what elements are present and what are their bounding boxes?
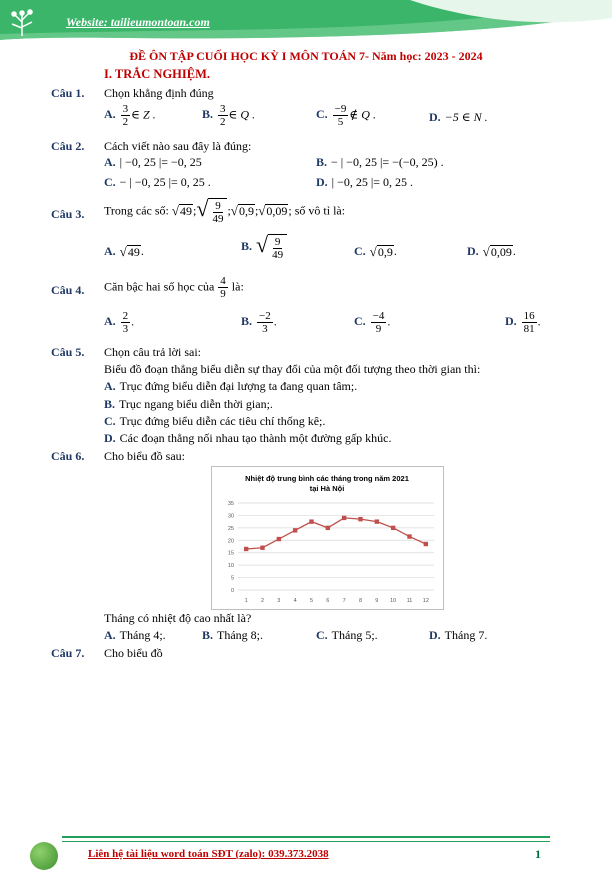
- option-letter: C.: [316, 107, 328, 122]
- y-tick-label: 5: [230, 575, 234, 582]
- y-tick-label: 30: [227, 513, 234, 520]
- x-tick-label: 12: [422, 598, 429, 604]
- denominator: 3: [262, 323, 268, 336]
- option-b[interactable]: [104, 397, 273, 412]
- option-d[interactable]: [429, 110, 488, 125]
- option-letter: A.: [104, 107, 116, 122]
- option-text: Các đoạn thẳng nối nhau tạo thành một đường gấp khúc.: [119, 431, 392, 445]
- question-label: Câu 1.: [51, 86, 85, 100]
- denominator: 5: [337, 116, 344, 129]
- option-c[interactable]: [316, 103, 376, 128]
- numerator: 4: [220, 275, 226, 287]
- sqrt-expression: √ $\frac{9}{49}$: [256, 234, 287, 261]
- question-text: [104, 275, 244, 300]
- option-d[interactable]: [429, 628, 487, 643]
- numerator: 9: [215, 200, 221, 212]
- option-letter: D.: [505, 314, 517, 329]
- series-line: [246, 518, 426, 549]
- option-letter: A.: [104, 314, 116, 329]
- y-tick-label: 25: [227, 525, 234, 532]
- chart-subtitle: tại Hà Nội: [309, 484, 345, 493]
- denominator: 3: [122, 323, 129, 336]
- numerator: 3: [122, 103, 129, 115]
- denominator: 9: [375, 323, 382, 336]
- option-letter: B.: [316, 155, 328, 169]
- question-text: Chọn khẳng định đúng: [104, 86, 214, 100]
- option-b[interactable]: [316, 155, 444, 170]
- option-letter: B.: [104, 397, 116, 411]
- option-c[interactable]: [104, 175, 211, 190]
- option-letter: A.: [104, 244, 116, 258]
- data-point: [391, 526, 395, 530]
- data-point: [277, 537, 281, 541]
- question-label: Câu 7.: [51, 646, 85, 660]
- option-letter: C.: [316, 628, 328, 642]
- option-letter: B.: [202, 107, 214, 122]
- option-text: Trục đứng biểu diễn các tiêu chí thống kê;.: [119, 414, 326, 428]
- question-text-2: Biểu đồ đoạn thẳng biểu diễn sự thay đổi của một đối tượng theo thời gian thì:: [104, 362, 481, 376]
- option-letter: B.: [202, 628, 214, 642]
- data-point: [358, 517, 362, 521]
- website-link[interactable]: Website: tailieumontoan.com: [66, 15, 210, 29]
- data-point: [342, 516, 346, 520]
- option-c[interactable]: [316, 628, 378, 643]
- option-letter: C.: [104, 175, 116, 189]
- option-letter: A.: [104, 379, 116, 393]
- option-d[interactable]: [316, 175, 413, 190]
- option-c[interactable]: [354, 310, 390, 335]
- fraction: [270, 236, 285, 261]
- radicand: 49: [127, 244, 140, 259]
- question-text: [104, 198, 345, 225]
- option-letter: B.: [241, 239, 253, 254]
- option-text: Tháng 4;.: [119, 628, 166, 642]
- fraction: [210, 200, 225, 225]
- fraction: [522, 310, 537, 335]
- radicand: 0,09: [266, 204, 288, 219]
- option-text: − | −0, 25 |= 0, 25 .: [119, 175, 211, 189]
- option-text: ∈ Z .: [131, 107, 156, 122]
- radicand: 0,9: [377, 244, 393, 259]
- option-letter: D.: [429, 110, 441, 124]
- y-tick-label: 10: [227, 563, 234, 570]
- line-chart: [212, 467, 443, 609]
- option-c[interactable]: [104, 414, 325, 429]
- option-d[interactable]: [104, 431, 391, 446]
- option-text: Trục đứng biểu diễn đại lượng ta đang quan tâm;.: [119, 379, 358, 393]
- radicand: 0,9: [238, 204, 254, 219]
- page-header: [0, 0, 612, 44]
- data-point: [293, 528, 297, 532]
- data-point: [424, 542, 428, 546]
- sqrt-expression: √ 0,09: [258, 203, 288, 219]
- denominator: 49: [272, 249, 284, 262]
- chart-title: Nhiệt độ trung bình các tháng trong năm 2021: [245, 474, 409, 483]
- sqrt-expression: √ 49: [119, 243, 140, 259]
- x-tick-label: 6: [326, 598, 330, 604]
- option-text: Trục ngang biểu diễn thời gian;.: [119, 397, 273, 411]
- radicand: 0,09: [490, 244, 512, 259]
- x-tick-label: 8: [358, 598, 363, 604]
- option-d[interactable]: [467, 244, 516, 260]
- question-text-end: là:: [231, 279, 244, 294]
- radicand: 49: [180, 204, 193, 219]
- option-text: Tháng 5;.: [331, 628, 378, 642]
- footer-divider: [62, 841, 550, 842]
- sqrt-expression: √ 49: [171, 203, 193, 219]
- option-text: .: [537, 314, 541, 329]
- question-text-2: Tháng có nhiệt độ cao nhất là?: [104, 611, 252, 625]
- data-point: [244, 547, 248, 551]
- option-text: Tháng 7.: [444, 628, 488, 642]
- fraction: [218, 103, 228, 128]
- option-text: ∈ Q .: [228, 107, 256, 122]
- denominator: 49: [212, 213, 224, 226]
- x-tick-label: 3: [277, 598, 281, 604]
- option-letter: A.: [104, 155, 116, 169]
- numerator: 9: [274, 236, 281, 248]
- sqrt-expression: √ $\frac{9}{49}$: [196, 198, 227, 225]
- y-tick-label: 20: [227, 538, 234, 545]
- x-tick-label: 4: [293, 598, 297, 604]
- option-b[interactable]: [202, 103, 255, 128]
- footer-contact[interactable]: Liên hệ tài liệu word toán SĐT (zalo): 039.373.2038: [88, 848, 329, 860]
- option-letter: D.: [316, 175, 328, 189]
- option-letter: D.: [467, 244, 479, 258]
- question-label: Câu 5.: [51, 345, 85, 359]
- option-a[interactable]: [104, 628, 166, 643]
- option-a[interactable]: [104, 379, 357, 394]
- option-a[interactable]: [104, 310, 134, 335]
- option-letter: D.: [429, 628, 441, 642]
- question-text-end: ; số vô tỉ là:: [288, 203, 346, 218]
- question-label: Câu 3.: [51, 207, 85, 221]
- question-text: Chọn câu trả lời sai:: [104, 345, 201, 359]
- question-text: Cách viết nào sau đây là đúng:: [104, 139, 252, 153]
- numerator: 16: [523, 310, 535, 322]
- numerator: 2: [122, 310, 129, 322]
- sqrt-expression: √ 0,09: [482, 243, 512, 259]
- numerator: 3: [220, 103, 226, 115]
- denominator: 2: [122, 116, 129, 129]
- x-tick-label: 10: [390, 598, 397, 604]
- y-tick-label: 15: [227, 550, 234, 557]
- separator: ;: [193, 203, 197, 218]
- option-c[interactable]: [354, 244, 397, 260]
- fraction: [218, 275, 228, 300]
- option-text: | −0, 25 |= 0, 25 .: [331, 175, 414, 189]
- data-point: [260, 546, 264, 550]
- question-text-start: Căn bậc hai số học của: [104, 279, 215, 294]
- footer-divider: [62, 836, 550, 838]
- fraction: [121, 310, 131, 335]
- option-d[interactable]: [505, 310, 541, 335]
- option-letter: C.: [354, 314, 366, 329]
- separator: ;: [254, 203, 259, 218]
- option-text: | −0, 25 |= −0, 25: [119, 155, 202, 169]
- fraction: [257, 310, 273, 335]
- fraction: [121, 103, 131, 128]
- option-letter: C.: [354, 244, 366, 258]
- denominator: 81: [523, 323, 535, 336]
- option-b[interactable]: [241, 234, 287, 261]
- option-a[interactable]: [104, 244, 144, 260]
- option-text: − | −0, 25 |= −(−0, 25) .: [331, 155, 444, 169]
- denominator: 9: [220, 288, 226, 301]
- option-letter: B.: [241, 314, 253, 329]
- x-tick-label: 5: [309, 598, 314, 604]
- fraction: [371, 310, 387, 335]
- question-label: Câu 4.: [51, 283, 85, 297]
- x-tick-label: 11: [406, 598, 413, 604]
- y-tick-label: 35: [227, 501, 234, 507]
- x-tick-label: 7: [342, 598, 346, 604]
- data-point: [326, 526, 330, 530]
- question-label: Câu 2.: [51, 139, 85, 153]
- data-point: [375, 519, 379, 523]
- option-text: .: [140, 244, 144, 258]
- option-text: −5 ∈ N .: [444, 110, 488, 124]
- denominator: 2: [220, 116, 226, 129]
- fraction: [333, 103, 349, 128]
- question-text: Cho biểu đồ sau:: [104, 449, 185, 463]
- separator: ;: [227, 203, 231, 218]
- numerator: −2: [259, 310, 271, 322]
- section-title: I. TRẮC NGHIỆM.: [104, 67, 211, 81]
- option-text: .: [512, 244, 516, 258]
- y-tick-label: 0: [230, 588, 234, 594]
- exam-title: ĐỀ ÔN TẬP CUỐI HỌC KỲ I MÔN TOÁN 7- Năm học: 2023 - 2024: [129, 49, 483, 63]
- option-letter: A.: [104, 628, 116, 642]
- option-text: Tháng 8;.: [217, 628, 264, 642]
- option-a[interactable]: [104, 155, 202, 170]
- x-tick-label: 2: [260, 598, 265, 604]
- option-b[interactable]: [202, 628, 263, 643]
- option-text: .: [393, 244, 397, 258]
- option-text: .: [131, 314, 135, 329]
- data-point: [309, 519, 313, 523]
- option-b[interactable]: [241, 310, 277, 335]
- option-text: ∉ Q .: [349, 107, 376, 122]
- data-point: [407, 534, 411, 538]
- question-text-start: Trong các số:: [104, 203, 169, 218]
- option-text: .: [387, 314, 391, 329]
- question-text: Cho biểu đồ: [104, 646, 163, 660]
- x-tick-label: 9: [375, 598, 379, 604]
- page-number: 1: [535, 847, 541, 861]
- footer-circle-icon: [30, 842, 58, 870]
- option-letter: C.: [104, 414, 116, 428]
- option-text: .: [273, 314, 277, 329]
- x-tick-label: 1: [244, 598, 248, 604]
- sqrt-expression: √ 0,9: [230, 203, 254, 219]
- option-letter: D.: [104, 431, 116, 445]
- option-a[interactable]: [104, 103, 156, 128]
- numerator: −9: [334, 103, 347, 115]
- question-label: Câu 6.: [51, 449, 85, 463]
- numerator: −4: [372, 310, 385, 322]
- temperature-chart: [211, 466, 444, 610]
- sqrt-expression: √ 0,9: [369, 243, 393, 259]
